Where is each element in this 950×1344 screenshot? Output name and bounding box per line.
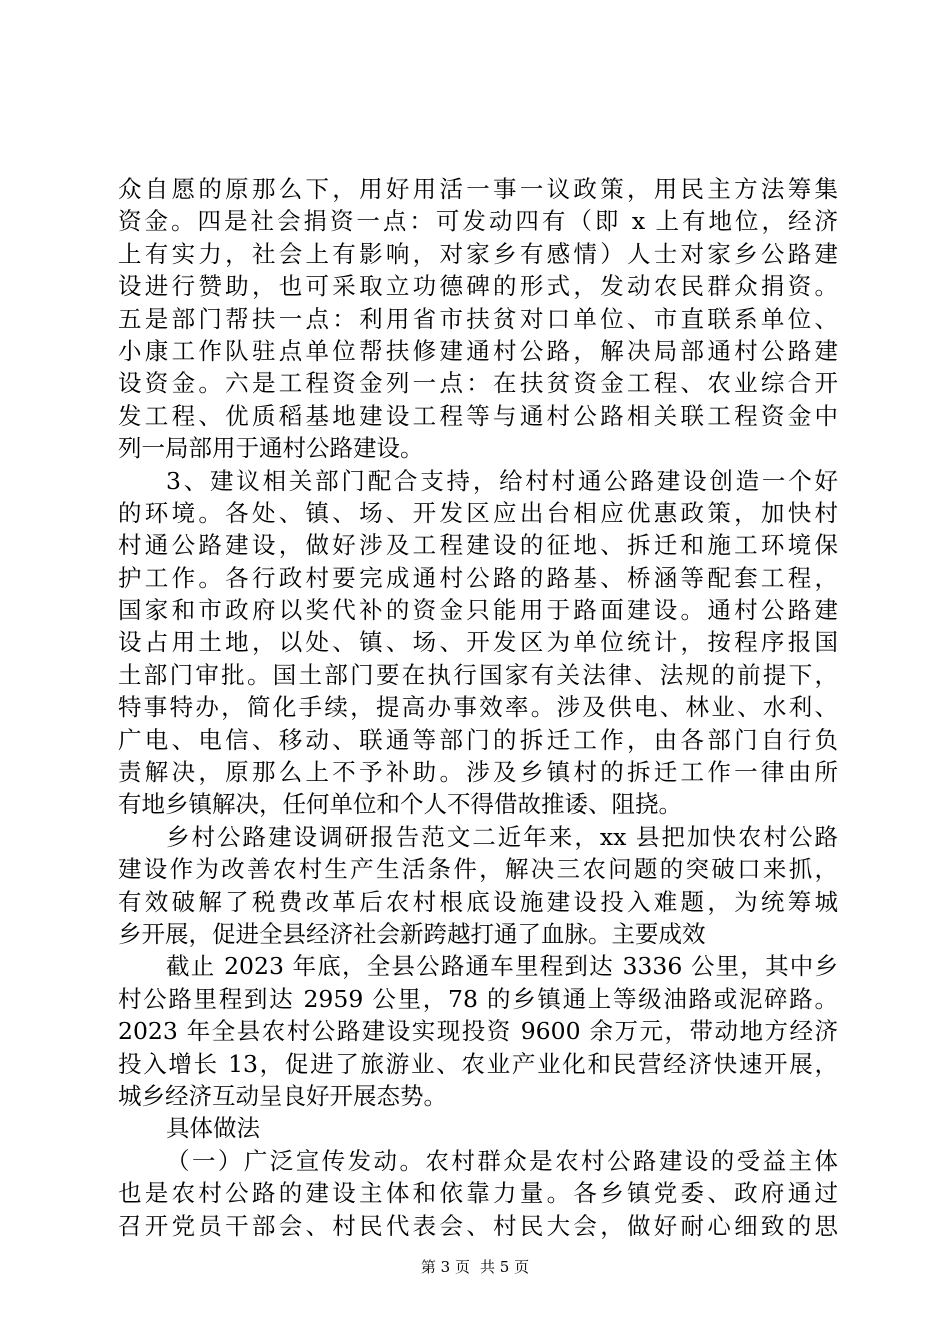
text-line: 上有实力，社会上有影响，对家乡有感情）人士对家乡公路建 [118,239,838,268]
body-text [118,173,838,1242]
text-line: 列一局部用于通村公路建设。 [118,434,424,463]
text-line: 众自愿的原那么下，用好用活一事一议政策，用民主方法筹集 [118,175,838,203]
text-line: 建设作为改善农村生产生活条件，解决三农问题的突破口来抓， [118,855,838,884]
page-number: 第 3 页 [420,1258,470,1276]
text-line: （一）广泛宣传发动。农村群众是农村公路建设的受益主体 [166,1146,838,1175]
text-line: 国家和市政府以奖代补的资金只能用于路面建设。通村公路建 [118,596,838,625]
page-footer [0,1257,950,1277]
text-line: 投入增长 13，促进了旅游业、农业产业化和民营经济快速开展， [118,1049,838,1078]
text-line: 责解决，原那么上不予补助。涉及乡镇村的拆迁工作一律由所 [118,758,838,787]
text-line: 召开党员干部会、村民代表会、村民大会，做好耐心细致的思 [118,1211,838,1240]
text-line: 特事特办，简化手续，提高办事效率。涉及供电、林业、水利、 [118,693,838,722]
text-line: 3、建议相关部门配合支持，给村村通公路建设创造一个好 [166,466,838,495]
text-line: 乡开展，促进全县经济社会新跨越打通了血脉。主要成效 [118,919,706,948]
text-line: 2023 年全县农村公路建设实现投资 9600 余万元，带动地方经济 [118,1017,838,1046]
section-heading: 具体做法 [166,1114,260,1143]
text-line: 广电、电信、移动、联通等部门的拆迁工作，由各部门自行负 [118,725,838,754]
text-line: 城乡经济互动呈良好开展态势。 [118,1081,447,1110]
text-line: 设进行赞助，也可采取立功德碑的形式，发动农民群众捐资。 [118,272,838,301]
text-line: 村公路里程到达 2959 公里，78 的乡镇通上等级油路或泥碎路。 [118,984,838,1013]
text-line: 资金。四是社会捐资一点：可发动四有（即 x 上有地位，经济 [118,207,838,236]
text-line: 设占用土地，以处、镇、场、开发区为单位统计，按程序报国 [118,628,838,657]
page-total: 共 5 页 [480,1258,530,1276]
text-line: 有地乡镇解决，任何单位和个人不得借故推诿、阻挠。 [118,790,682,819]
text-line: 护工作。各行政村要完成通村公路的路基、桥涵等配套工程， [118,563,838,592]
text-line: 的环境。各处、镇、场、开发区应出台相应优惠政策，加快村 [118,498,838,527]
text-line: 五是部门帮扶一点：利用省市扶贫对口单位、市直联系单位、 [118,304,838,333]
text-line: 发工程、优质稻基地建设工程等与通村公路相关联工程资金中 [118,401,838,430]
text-line: 土部门审批。国土部门要在执行国家有关法律、法规的前提下， [118,660,838,689]
text-line: 截止 2023 年底，全县公路通车里程到达 3336 公里，其中乡 [166,952,838,981]
text-line: 村通公路建设，做好涉及工程建设的征地、拆迁和施工环境保 [118,531,838,560]
text-line: 也是农村公路的建设主体和依靠力量。各乡镇党委、政府通过 [118,1179,838,1208]
text-line: 设资金。六是工程资金列一点：在扶贫资金工程、农业综合开 [118,369,838,398]
text-line: 有效破解了税费改革后农村根底设施建设投入难题，为统筹城 [118,887,838,916]
text-line: 乡村公路建设调研报告范文二近年来，xx 县把加快农村公路 [166,822,838,851]
text-line: 小康工作队驻点单位帮扶修建通村公路，解决局部通村公路建 [118,336,838,365]
